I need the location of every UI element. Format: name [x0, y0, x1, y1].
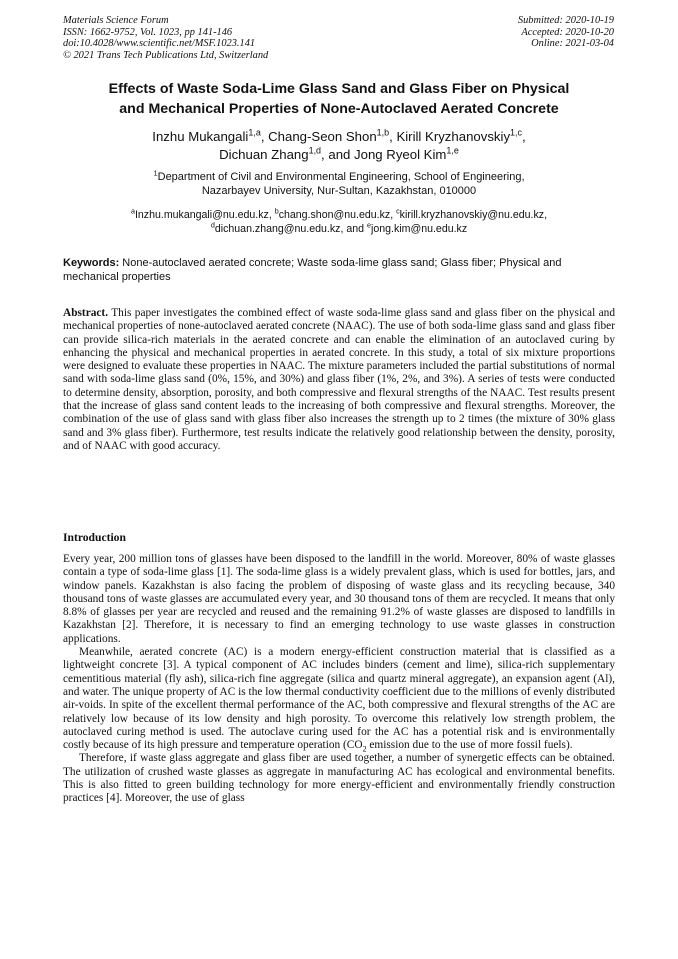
intro-paragraph-3: Therefore, if waste glass aggregate and glass fiber are used together, a number of synergetic effects can be obtained. The utilization of crushed waste glasses as aggregate in manufacturing AC has ecological and environmental benefits. This is also fitted to green building technology for more energy-efficient and environmentally friendly construction practices [4]. Moreover, the use of glass [63, 752, 615, 805]
author-sup: 1,e [446, 145, 459, 156]
author-sup: 1,c [510, 127, 523, 138]
email-sup: b [274, 206, 279, 216]
email-address: Inzhu.mukangali@nu.edu.kz [134, 209, 269, 221]
email-address: chang.shon@nu.edu.kz [278, 209, 391, 221]
accepted-date: Accepted: 2020-10-20 [521, 26, 614, 38]
email-sup: d [210, 220, 215, 230]
journal-name: Materials Science Forum [63, 15, 169, 26]
online-date: Online: 2021-03-04 [531, 38, 614, 50]
journal-doi: doi:10.4028/www.scientific.net/MSF.1023.141 [63, 38, 256, 50]
email-sep: , [268, 209, 275, 221]
author-sup: 1,d [308, 145, 322, 156]
author-name: Kirill Kryzhanovskiy [396, 129, 511, 144]
author-sep: , [260, 129, 269, 144]
author-sup: 1,a [248, 127, 261, 138]
author-emails [30, 208, 648, 236]
journal-header-left [63, 15, 268, 61]
abstract [63, 307, 615, 453]
author-name: Chang-Seon Shon [268, 129, 377, 144]
email-sep: , [544, 209, 548, 221]
email-sup: e [367, 220, 371, 230]
author-name: Jong Ryeol Kim [354, 146, 447, 162]
keywords-text: None-autoclaved aerated concrete; Waste soda-lime glass sand; Glass fiber; Physical and mechanical properties [63, 257, 562, 284]
affiliation-sup: 1 [153, 168, 158, 178]
title-line-2: and Mechanical Properties of None-Autoclaved Aerated Concrete [119, 100, 559, 117]
email-sep: , [390, 209, 397, 221]
email-sup: a [130, 206, 135, 216]
affiliation-line-2: Nazarbayev University, Nur-Sultan, Kazakhstan, 010000 [201, 185, 477, 198]
co2-subscript: 2 [362, 744, 367, 754]
email-address: jong.kim@nu.edu.kz [371, 223, 468, 236]
affiliation-line-1: Department of Civil and Environmental Engineering, School of Engineering, [157, 171, 525, 183]
email-address: kirill.kryzhanovskiy@nu.edu.kz [399, 209, 545, 221]
author-list [40, 128, 638, 163]
keywords-label: Keywords: [63, 257, 120, 269]
keywords [63, 256, 615, 284]
abstract-label: Abstract. [63, 307, 109, 319]
email-address: dichuan.zhang@nu.edu.kz [214, 223, 341, 236]
author-sep: , [389, 129, 397, 144]
email-sep: , and [340, 223, 367, 236]
intro-paragraph-2-tail: emission due to the use of more fossil fuels). [366, 739, 573, 752]
submitted-date: Submitted: 2020-10-19 [517, 15, 614, 26]
author-name: Dichuan Zhang [219, 146, 309, 162]
introduction-body [63, 553, 615, 806]
title-line-1: Effects of Waste Soda-Lime Glass Sand and Glass Fiber on Physical [108, 81, 570, 97]
journal-copyright: © 2021 Trans Tech Publications Ltd, Switzerland [63, 49, 269, 61]
paper-title [40, 80, 638, 119]
intro-paragraph-1: Every year, 200 million tons of glasses have been disposed to the landfill in the world. Moreover, 80% of waste glasses contain a type of soda-lime glass [1]. The soda-lime glass is a widely prevalent glass, which is used for bottles, jars, and window panels. Kazakhstan is also facing the problem of disposing of waste glass and its recycling because, 340 thousand tons of waste glasses are accumulated every year, and 30 thousand tons of them are recycled. It means that only 8.8% of glasses per year are recycled and reused and the remaining 91.2% of waste glasses are disposed to landfills in Kazakhstan [2]. Therefore, it is necessary to find an emerging technology to use waste glasses in construction applications. [63, 553, 615, 645]
author-name: Inzhu Mukangali [152, 129, 249, 144]
intro-paragraph-2-text: Meanwhile, aerated concrete (AC) is a modern energy-efficient construction material that is classified as a lightweight concrete [3]. A typical component of AC includes binders (cement and lime), silica-rich supplementary cementitious material (fly ash), silica-rich fine aggregate (silica and quartz mineral aggregate), an expansion agent (Al), and water. The unique property of AC is the low thermal conductivity coefficient due to the millions of evenly distributed air-voids. In spite of the excellent thermal performance of the AC, both compressive and flexural strengths of the AC are relatively low because of its low density and high porosity. To overcome this relatively low strength problem, the autoclaved curing method is used. The autoclave curing used for the AC has a potential risk and is environmentally costly because of its high pressure and temperature operation (CO [63, 646, 615, 752]
affiliation [40, 170, 638, 199]
section-heading-introduction: Introduction [63, 531, 126, 544]
journal-issn: ISSN: 1662-9752, Vol. 1023, pp 141-146 [63, 26, 233, 38]
author-sep: , [522, 129, 526, 144]
intro-paragraph-2 [63, 646, 615, 752]
journal-header-right [518, 15, 614, 50]
author-sup: 1,b [376, 127, 390, 138]
abstract-text: This paper investigates the combined effect of waste soda-lime glass sand and glass fiber on the physical and mechanical properties of none-autoclaved aerated concrete (NAAC). The use of both soda-lime glass sand and glass fiber can provide silica-rich materials in the aerated concrete and can enable the elimination of an autoclaved curing by enhancing the physical and mechanical properties in aerated concrete. In this study, a total of six mixture proportions were designed to evaluate these properties in NAAC. The mixture parameters included the partial substitutions of normal sand with soda-lime glass sand (0%, 15%, and 30%) and glass fiber (1%, 2%, and 3%). A series of tests were conducted to determine density, absorption, porosity, and both compressive and flexural strengths of the NAAC. Test results present that the increase of glass sand content leads to the increasing of both compressive and flexural strengths. Moreover, the combination of the use of glass sand with glass fiber also increases the strength up to 2 times (the mixture of 30% glass sand and 3% glass fiber). Furthermore, test results indicate the relatively good relationship between the density, porosity, and of NAAC with good accuracy. [63, 307, 615, 452]
author-sep: , and [321, 146, 355, 162]
email-sup: c [396, 206, 400, 216]
